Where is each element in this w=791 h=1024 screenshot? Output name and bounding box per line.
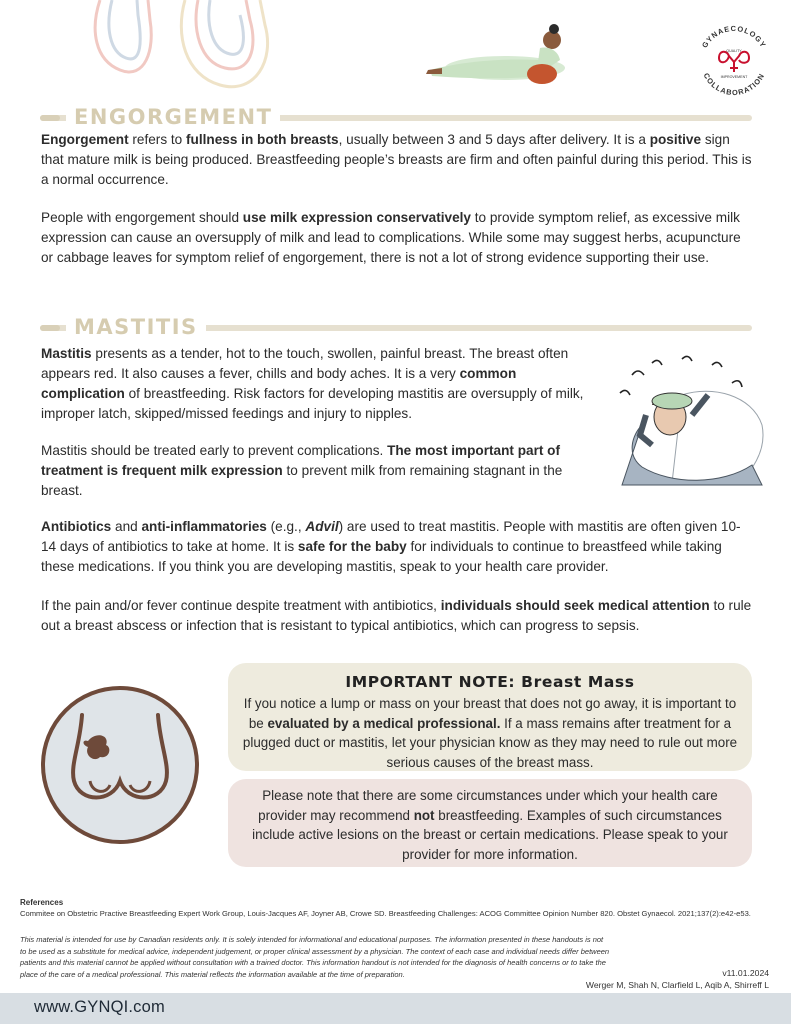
text: Please note that there are some circumstances under which your health care provider may recommend xyxy=(258,788,718,823)
mastitis-heading xyxy=(40,314,752,338)
important-note-box xyxy=(228,663,752,771)
text-strong: evaluated by a medical professional. xyxy=(267,715,501,731)
text: of breastfeeding. Risk factors for developing mastitis are oversupply of milk, improper latch, skipped/missed feedings and injury to nipples. xyxy=(41,386,584,421)
text-strong: fullness in both breasts xyxy=(186,132,339,147)
logo-bottom-text: COLLABORATION xyxy=(701,71,767,98)
engorgement-heading xyxy=(40,104,752,128)
mastitis-paragraph-1 xyxy=(41,344,603,424)
text: presents as a tender, hot to the touch, swollen, painful breast. The breast often appears red. It also causes a fever, chills and body aches. It is a very xyxy=(41,346,569,381)
text: If you notice a lump or mass on your breast that does not go away, it is important to be xyxy=(243,696,737,731)
breastfeeding-note-box xyxy=(228,779,752,867)
text: (e.g., xyxy=(266,519,306,534)
text: sign that mature milk is being produced. Breastfeeding people’s breasts are firm and often painful during this period. This is a normal occurrence. xyxy=(41,132,752,187)
mastitis-paragraph-2 xyxy=(41,441,603,501)
breastfeeding-note-text xyxy=(242,786,738,864)
logo-quality-text: QUALITY xyxy=(726,49,742,53)
text: ) are used to treat mastitis. People with mastitis are often given 10-14 days of antibiotics to take at home. It is xyxy=(41,519,741,554)
text: People with engorgement should xyxy=(41,210,243,225)
references xyxy=(20,897,772,919)
text-strong-italic: Advil xyxy=(305,519,339,534)
logo-top-text: GYNAECOLOGY xyxy=(699,23,769,50)
text: to prevent milk from remaining stagnant in the breast. xyxy=(41,463,563,498)
references-citation: Commitee on Obstetric Practive Breastfeeding Expert Work Group, Louis-Jacques AF, Joyner AB, Crowe SD. Breastfeeding Challenges: ACOG Committee Opinion Number 820. Obstet Gynaecol. 2021;137(2):e42-e53. xyxy=(20,909,751,918)
text-strong: safe for the baby xyxy=(297,539,407,554)
text: If the pain and/or fever continue despite treatment with antibiotics, xyxy=(41,598,441,613)
gynaecology-collaboration-logo xyxy=(693,18,775,100)
text-strong: Engorgement xyxy=(41,132,129,147)
mastitis-paragraph-3 xyxy=(41,517,753,577)
important-note-title: IMPORTANT NOTE: Breast Mass xyxy=(345,673,635,691)
important-note-text xyxy=(242,694,738,772)
text-strong: positive xyxy=(649,132,702,147)
decorative-line-art xyxy=(60,0,290,95)
mastitis-paragraph-4 xyxy=(41,596,753,636)
text-strong: Mastitis xyxy=(41,346,92,361)
resting-woman-illustration xyxy=(420,18,580,93)
text: Mastitis should be treated early to prevent complications. xyxy=(41,443,388,458)
text-strong: use milk expression conservatively xyxy=(242,210,471,225)
breast-mass-icon xyxy=(40,685,200,845)
engorgement-title: ENGORGEMENT xyxy=(66,104,280,130)
text: to provide symptom relief, as excessive milk expression can cause an oversupply of milk and lead to complications. While some may suggest herbs, acupuncture or cabbage leaves for symptom relief of engorgement, there is not a lot of strong evidence supporting their use. xyxy=(41,210,741,265)
text: for individuals to continue to breastfeed while taking these medications. If you think you are developing mastitis, speak to your health care provider. xyxy=(41,539,722,574)
text: and xyxy=(111,519,142,534)
text-strong: anti-inflammatories xyxy=(141,519,267,534)
text-strong: not xyxy=(413,807,435,823)
logo-emblem xyxy=(693,18,775,100)
text: , usually between 3 and 5 days after delivery. It is a xyxy=(338,132,650,147)
text: If a mass remains after treatment for a plugged duct or mastitis, let your physician know as they may need to rule out more serious causes of the breast mass. xyxy=(242,715,738,770)
text-strong: Antibiotics xyxy=(41,519,112,534)
text-strong: The most important part of treatment is frequent milk expression xyxy=(41,443,561,478)
disclaimer: This material is intended for use by Canadian residents only. It is solely intended for informational and educational purposes. The information presented in these handouts is not to be used as a substitute for medical advice, independent judgement, or proper clinical assessment by a physician. The context of each case and individual needs differ between patients and this material cannot be applied without consultation with a trained doctor. This information handout is not intended for the diagnosis of health concerns or to take the place of the care of a medical professional. This material reflects the information available at the time of preparation. xyxy=(20,935,610,979)
text: breastfeeding. Examples of such circumstances include active lesions on the breast or certain medications. Please speak to your provider for more information. xyxy=(252,807,728,862)
text-strong: common complication xyxy=(41,366,517,401)
version-info xyxy=(586,967,769,991)
authors: Werger M, Shah N, Clarfield L, Aqib A, Shirreff L xyxy=(585,980,769,990)
sick-person-illustration xyxy=(612,355,772,495)
text: refers to xyxy=(128,132,187,147)
footer-bar xyxy=(0,993,791,1024)
heading-rule-lead xyxy=(40,325,60,331)
mastitis-title: MASTITIS xyxy=(66,314,206,340)
version-number: v11.01.2024 xyxy=(722,968,769,978)
engorgement-paragraph-1 xyxy=(41,130,753,190)
references-heading: References xyxy=(20,898,64,907)
website-link[interactable]: www.GYNQI.com xyxy=(34,998,165,1016)
heading-rule-lead xyxy=(40,115,60,121)
engorgement-paragraph-2 xyxy=(41,208,753,268)
logo-improvement-text: IMPROVEMENT xyxy=(720,75,748,79)
text: to rule out a breast abscess or infection that is resistant to typical antibiotics, which can progress to sepsis. xyxy=(41,598,752,633)
svg-text:GYNAECOLOGY xyxy=(700,24,768,50)
text-strong: individuals should seek medical attention xyxy=(440,598,710,613)
